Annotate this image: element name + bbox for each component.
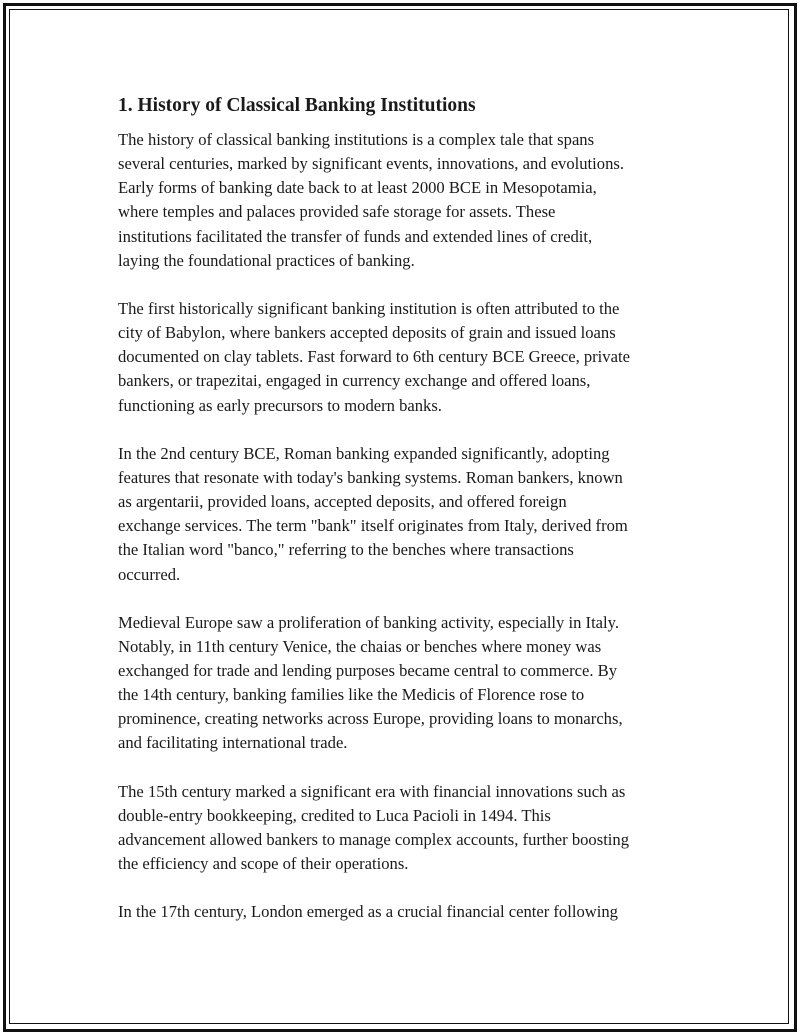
paragraph-line: prominence, creating networks across Europe, providing loans to monarchs, bbox=[118, 709, 623, 729]
paragraph-line: exchange services. The term "bank" itself originates from Italy, derived from bbox=[118, 516, 628, 536]
paragraph-line: exchanged for trade and lending purposes became central to commerce. By bbox=[118, 660, 617, 680]
paragraph-line: several centuries, marked by significant events, innovations, and evolutions. bbox=[118, 154, 624, 174]
paragraph-line: the 14th century, banking families like the Medicis of Florence rose to bbox=[118, 685, 585, 705]
paragraph-line: laying the foundational practices of banking. bbox=[118, 250, 415, 270]
paragraph-5 bbox=[118, 780, 698, 877]
section-heading: 1. History of Classical Banking Institutions bbox=[118, 95, 476, 116]
paragraph-line: functioning as early precursors to modern banks. bbox=[118, 395, 442, 415]
paragraph-line: the efficiency and scope of their operations. bbox=[118, 854, 409, 874]
paragraph-line: In the 17th century, London emerged as a crucial financial center following bbox=[118, 902, 618, 922]
paragraph-line: occurred. bbox=[118, 564, 181, 584]
paragraph-line: where temples and palaces provided safe storage for assets. These bbox=[118, 202, 556, 222]
paragraph-line: The first historically significant banking institution is often attributed to the bbox=[118, 298, 620, 318]
paragraph-line: documented on clay tablets. Fast forward to 6th century BCE Greece, private bbox=[118, 347, 630, 367]
paragraph-line: The history of classical banking institutions is a complex tale that spans bbox=[118, 130, 595, 149]
paragraph-line: the Italian word "banco," referring to the benches where transactions bbox=[118, 540, 574, 560]
paragraph-line: institutions facilitated the transfer of funds and extended lines of credit, bbox=[118, 226, 593, 246]
paragraph-line: features that resonate with today's banking systems. Roman bankers, known bbox=[118, 467, 623, 487]
paragraph-line: The 15th century marked a significant era with financial innovations such as bbox=[118, 781, 626, 801]
paragraph-6 bbox=[118, 900, 698, 924]
paragraph-line: city of Babylon, where bankers accepted deposits of grain and issued loans bbox=[118, 323, 616, 343]
paragraph-line: and facilitating international trade. bbox=[118, 733, 348, 753]
paragraph-3 bbox=[118, 442, 698, 587]
paragraph-line: Medieval Europe saw a proliferation of banking activity, especially in Italy. bbox=[118, 612, 620, 632]
paragraph-line: double-entry bookkeeping, credited to Luca Pacioli in 1494. This bbox=[118, 805, 551, 825]
paragraph-line: In the 2nd century BCE, Roman banking expanded significantly, adopting bbox=[118, 443, 610, 463]
paragraph-2 bbox=[118, 297, 698, 418]
paragraph-line: Early forms of banking date back to at least 2000 BCE in Mesopotamia, bbox=[118, 178, 597, 198]
paragraph-line: bankers, or trapezitai, engaged in currency exchange and offered loans, bbox=[118, 371, 591, 391]
document-body bbox=[118, 93, 698, 948]
paragraph-line: advancement allowed bankers to manage complex accounts, further boosting bbox=[118, 829, 630, 849]
paragraph-4 bbox=[118, 611, 698, 756]
paragraph-line: as argentarii, provided loans, accepted deposits, and offered foreign bbox=[118, 492, 567, 512]
paragraph-1 bbox=[118, 128, 698, 273]
paragraph-line: Notably, in 11th century Venice, the chaias or benches where money was bbox=[118, 636, 602, 656]
